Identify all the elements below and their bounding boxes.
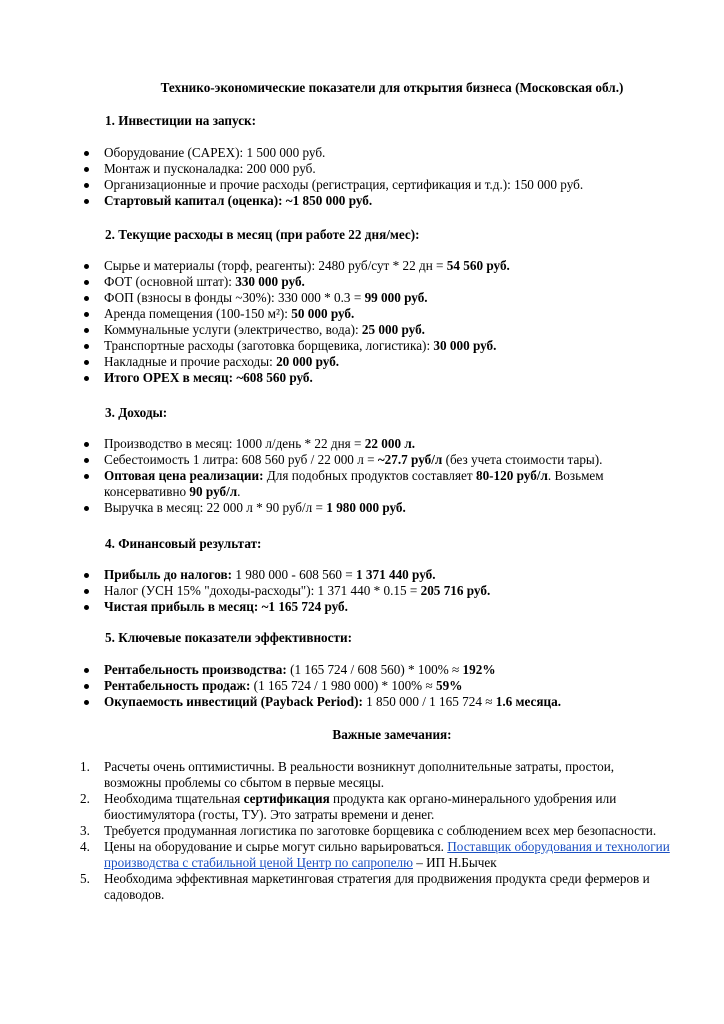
list-item: Аренда помещения (100-150 м²): 50 000 руб. [0,306,724,322]
supplier-link[interactable]: Поставщик оборудования и технологии производства с стабильной ценой Центр по сапропелю [104,839,670,870]
list-item: 4. Цены на оборудование и сырье могут сильно варьироваться. Поставщик оборудования и технологии производства с стабильной ценой Центр по сапропелю – ИП Н.Бычек [80,839,670,870]
list-item: 5. Необходима эффективная маркетинговая стратегия для продвижения продукта среди фермеров и садоводов. [80,871,650,902]
list-item: ФОП (взносы в фонды ~30%): 330 000 * 0.3 = 99 000 руб. [0,290,724,306]
list-item: Стартовый капитал (оценка): ~1 850 000 руб. [0,193,724,209]
list-item: Монтаж и пусконаладка: 200 000 руб. [0,161,724,177]
list-item: Коммунальные услуги (электричество, вода): 25 000 руб. [0,322,724,338]
section-3-heading: 3. Доходы: [105,405,168,420]
section-5-list [0,662,724,710]
list-item: Выручка в месяц: 22 000 л * 90 руб/л = 1 980 000 руб. [0,500,724,516]
list-item: Прибыль до налогов: 1 980 000 - 608 560 = 1 371 440 руб. [0,567,724,583]
list-item: Транспортные расходы (заготовка борщевика, логистика): 30 000 руб. [0,338,724,354]
section-4-heading: 4. Финансовый результат: [105,536,262,551]
document-title: Технико-экономические показатели для открытия бизнеса (Московская обл.) [160,80,624,95]
notes-heading: Важные замечания: [332,727,452,742]
section-1-list [0,145,724,209]
list-item: Оборудование (CAPEX): 1 500 000 руб. [0,145,724,161]
list-item: Производство в месяц: 1000 л/день * 22 дня = 22 000 л. [0,436,724,452]
section-2-heading: 2. Текущие расходы в месяц (при работе 22 дня/мес): [105,227,420,242]
list-item: Рентабельность производства: (1 165 724 / 608 560) * 100% ≈ 192% [0,662,724,678]
section-2-list [0,258,724,386]
section-5-heading: 5. Ключевые показатели эффективности: [105,630,352,645]
list-item: Налог (УСН 15% "доходы-расходы"): 1 371 440 * 0.15 = 205 716 руб. [0,583,724,599]
list-item: 1. Расчеты очень оптимистичны. В реальности возникнут дополнительные затраты, простои, возможны проблемы со сбытом в первые месяцы. [80,759,615,790]
list-item: Оптовая цена реализации: Для подобных продуктов составляет 80-120 руб/л. Возьмем консервативно 90 руб/л. [0,468,724,500]
list-item: Себестоимость 1 литра: 608 560 руб / 22 000 л = ~27.7 руб/л (без учета стоимости тары). [0,452,724,468]
list-item: Окупаемость инвестиций (Payback Period): 1 850 000 / 1 165 724 ≈ 1.6 месяца. [0,694,724,710]
list-item: 2. Необходима тщательная сертификация продукта как органо-минерального удобрения или биостимулятора (госты, ТУ). Это затраты времени и денег. [80,791,617,822]
list-item: Итого OPEX в месяц: ~608 560 руб. [0,370,724,386]
list-item: 3. Требуется продуманная логистика по заготовке борщевика с соблюдением всех мер безопасности. [80,823,657,838]
list-item: Чистая прибыль в месяц: ~1 165 724 руб. [0,599,724,615]
section-1-heading: 1. Инвестиции на запуск: [105,113,257,128]
notes-list [0,759,724,903]
list-item: ФОТ (основной штат): 330 000 руб. [0,274,724,290]
list-item: Сырье и материалы (торф, реагенты): 2480 руб/сут * 22 дн = 54 560 руб. [0,258,724,274]
list-item: Организационные и прочие расходы (регистрация, сертификация и т.д.): 150 000 руб. [0,177,724,193]
section-4-list [0,567,724,615]
list-item: Рентабельность продаж: (1 165 724 / 1 980 000) * 100% ≈ 59% [0,678,724,694]
list-item: Накладные и прочие расходы: 20 000 руб. [0,354,724,370]
section-3-list [0,436,724,516]
